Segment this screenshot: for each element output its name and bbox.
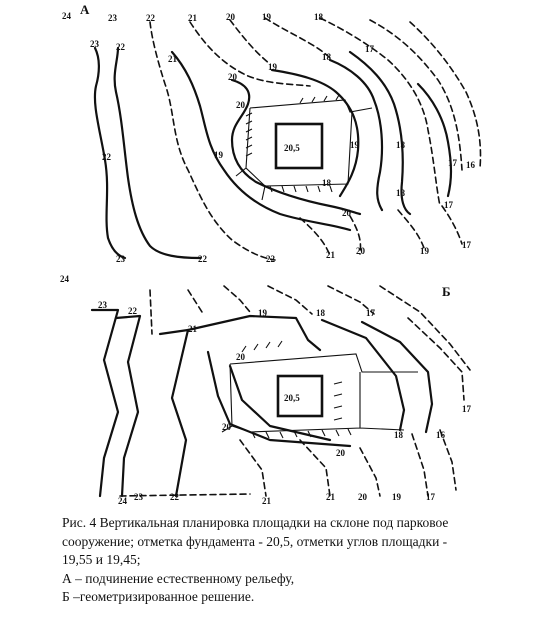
- contour-line: [190, 22, 310, 86]
- contour-label: 16: [436, 430, 445, 440]
- contour-label: 21: [326, 492, 335, 502]
- contour-label: 20: [336, 448, 345, 458]
- contour-label: 20: [356, 246, 365, 256]
- contour-label: 20: [228, 72, 237, 82]
- contour-label: 22: [102, 152, 111, 162]
- contour-label: 18: [322, 52, 331, 62]
- contour-line: [116, 316, 140, 496]
- contour-label: 24: [62, 11, 71, 21]
- contour-label: 22: [116, 42, 125, 52]
- panel-b-geometrized: [60, 274, 472, 505]
- contour-label: 18: [314, 12, 323, 22]
- contour-label: 18: [316, 308, 325, 318]
- contour-line: [92, 310, 118, 496]
- contour-line: [188, 290, 202, 312]
- contour-line: [330, 60, 382, 210]
- contour-line: [412, 434, 428, 496]
- contour-label: 23: [134, 492, 143, 502]
- contour-label: 22: [170, 492, 179, 502]
- contour-line: [150, 290, 152, 334]
- contour-line: [188, 316, 320, 350]
- contour-label: 20: [342, 208, 351, 218]
- contour-line: [265, 18, 330, 58]
- platform-corner-label: 20: [236, 352, 245, 362]
- contour-line: [410, 22, 480, 168]
- contour-label: 18: [396, 188, 405, 198]
- contour-label: 17: [426, 492, 435, 502]
- contour-label: 17: [366, 308, 375, 318]
- panel-a-label: А: [80, 2, 90, 17]
- caption-line: 19,55 и 19,45;: [62, 552, 141, 567]
- platform-corner-label: 20: [236, 100, 245, 110]
- contour-line: [240, 440, 266, 496]
- panel-b-label: Б: [442, 284, 451, 299]
- contour-label: 21: [262, 496, 271, 505]
- platform-corner-label: 19: [214, 150, 223, 160]
- caption-line: сооружение; отметка фундамента - 20,5, отметки углов площадки -: [62, 533, 448, 549]
- contour-label: 19: [268, 62, 277, 72]
- contour-label: 17: [462, 240, 471, 250]
- contour-label: 18: [396, 140, 405, 150]
- contour-line: [224, 286, 250, 312]
- contour-label: 18: [394, 430, 403, 440]
- contour-label: 22: [198, 254, 207, 264]
- contour-label: 21: [168, 54, 177, 64]
- contour-label: 23: [108, 13, 117, 23]
- contour-line: [360, 448, 380, 496]
- contour-label: 16: [466, 160, 475, 170]
- contour-label: 19: [392, 492, 401, 502]
- contour-label: 17: [448, 158, 457, 168]
- contour-label: 23: [116, 254, 125, 264]
- contour-line: [160, 330, 188, 496]
- contour-label: 24: [118, 496, 127, 505]
- contour-line: [442, 206, 462, 244]
- platform-corner-label: 20: [222, 422, 231, 432]
- foundation-mark: 20,5: [284, 143, 300, 153]
- platform-corner-label: 18: [322, 178, 331, 188]
- foundation-mark: 20,5: [284, 393, 300, 403]
- contour-line: [268, 286, 312, 314]
- contour-line: [300, 440, 330, 496]
- contour-label: 22: [146, 13, 155, 23]
- contour-label: 21: [188, 324, 197, 334]
- panel-a-natural-relief: [62, 2, 480, 264]
- contour-line: [418, 84, 451, 196]
- contour-label: 20: [226, 12, 235, 22]
- contour-line: [398, 210, 424, 248]
- contour-label: 19: [262, 12, 271, 22]
- contour-label: 17: [444, 200, 453, 210]
- figure-caption: [62, 514, 530, 607]
- contour-label: 21: [326, 250, 335, 260]
- contour-label: 23: [90, 39, 99, 49]
- contour-label: 19: [420, 246, 429, 256]
- contour-label: 24: [60, 274, 69, 284]
- contour-label: 22: [266, 254, 275, 264]
- caption-line: Рис. 4 Вертикальная планировка площадки на склоне под парковое: [62, 515, 449, 530]
- contour-line: [380, 286, 470, 370]
- caption-line: А – подчинение естественному рельефу,: [62, 570, 295, 586]
- contour-label: 17: [462, 404, 471, 414]
- contour-line: [115, 48, 200, 258]
- contour-label: 20: [358, 492, 367, 502]
- contour-label: 19: [258, 308, 267, 318]
- contour-label: 23: [98, 300, 107, 310]
- contour-label: 22: [128, 306, 137, 316]
- contour-label: 17: [365, 44, 374, 54]
- contour-label: 19: [350, 140, 359, 150]
- contour-line: [320, 18, 440, 206]
- caption-line: Б –геометризированное решение.: [62, 589, 255, 604]
- contour-label: 21: [188, 13, 197, 23]
- contour-line: [230, 20, 270, 64]
